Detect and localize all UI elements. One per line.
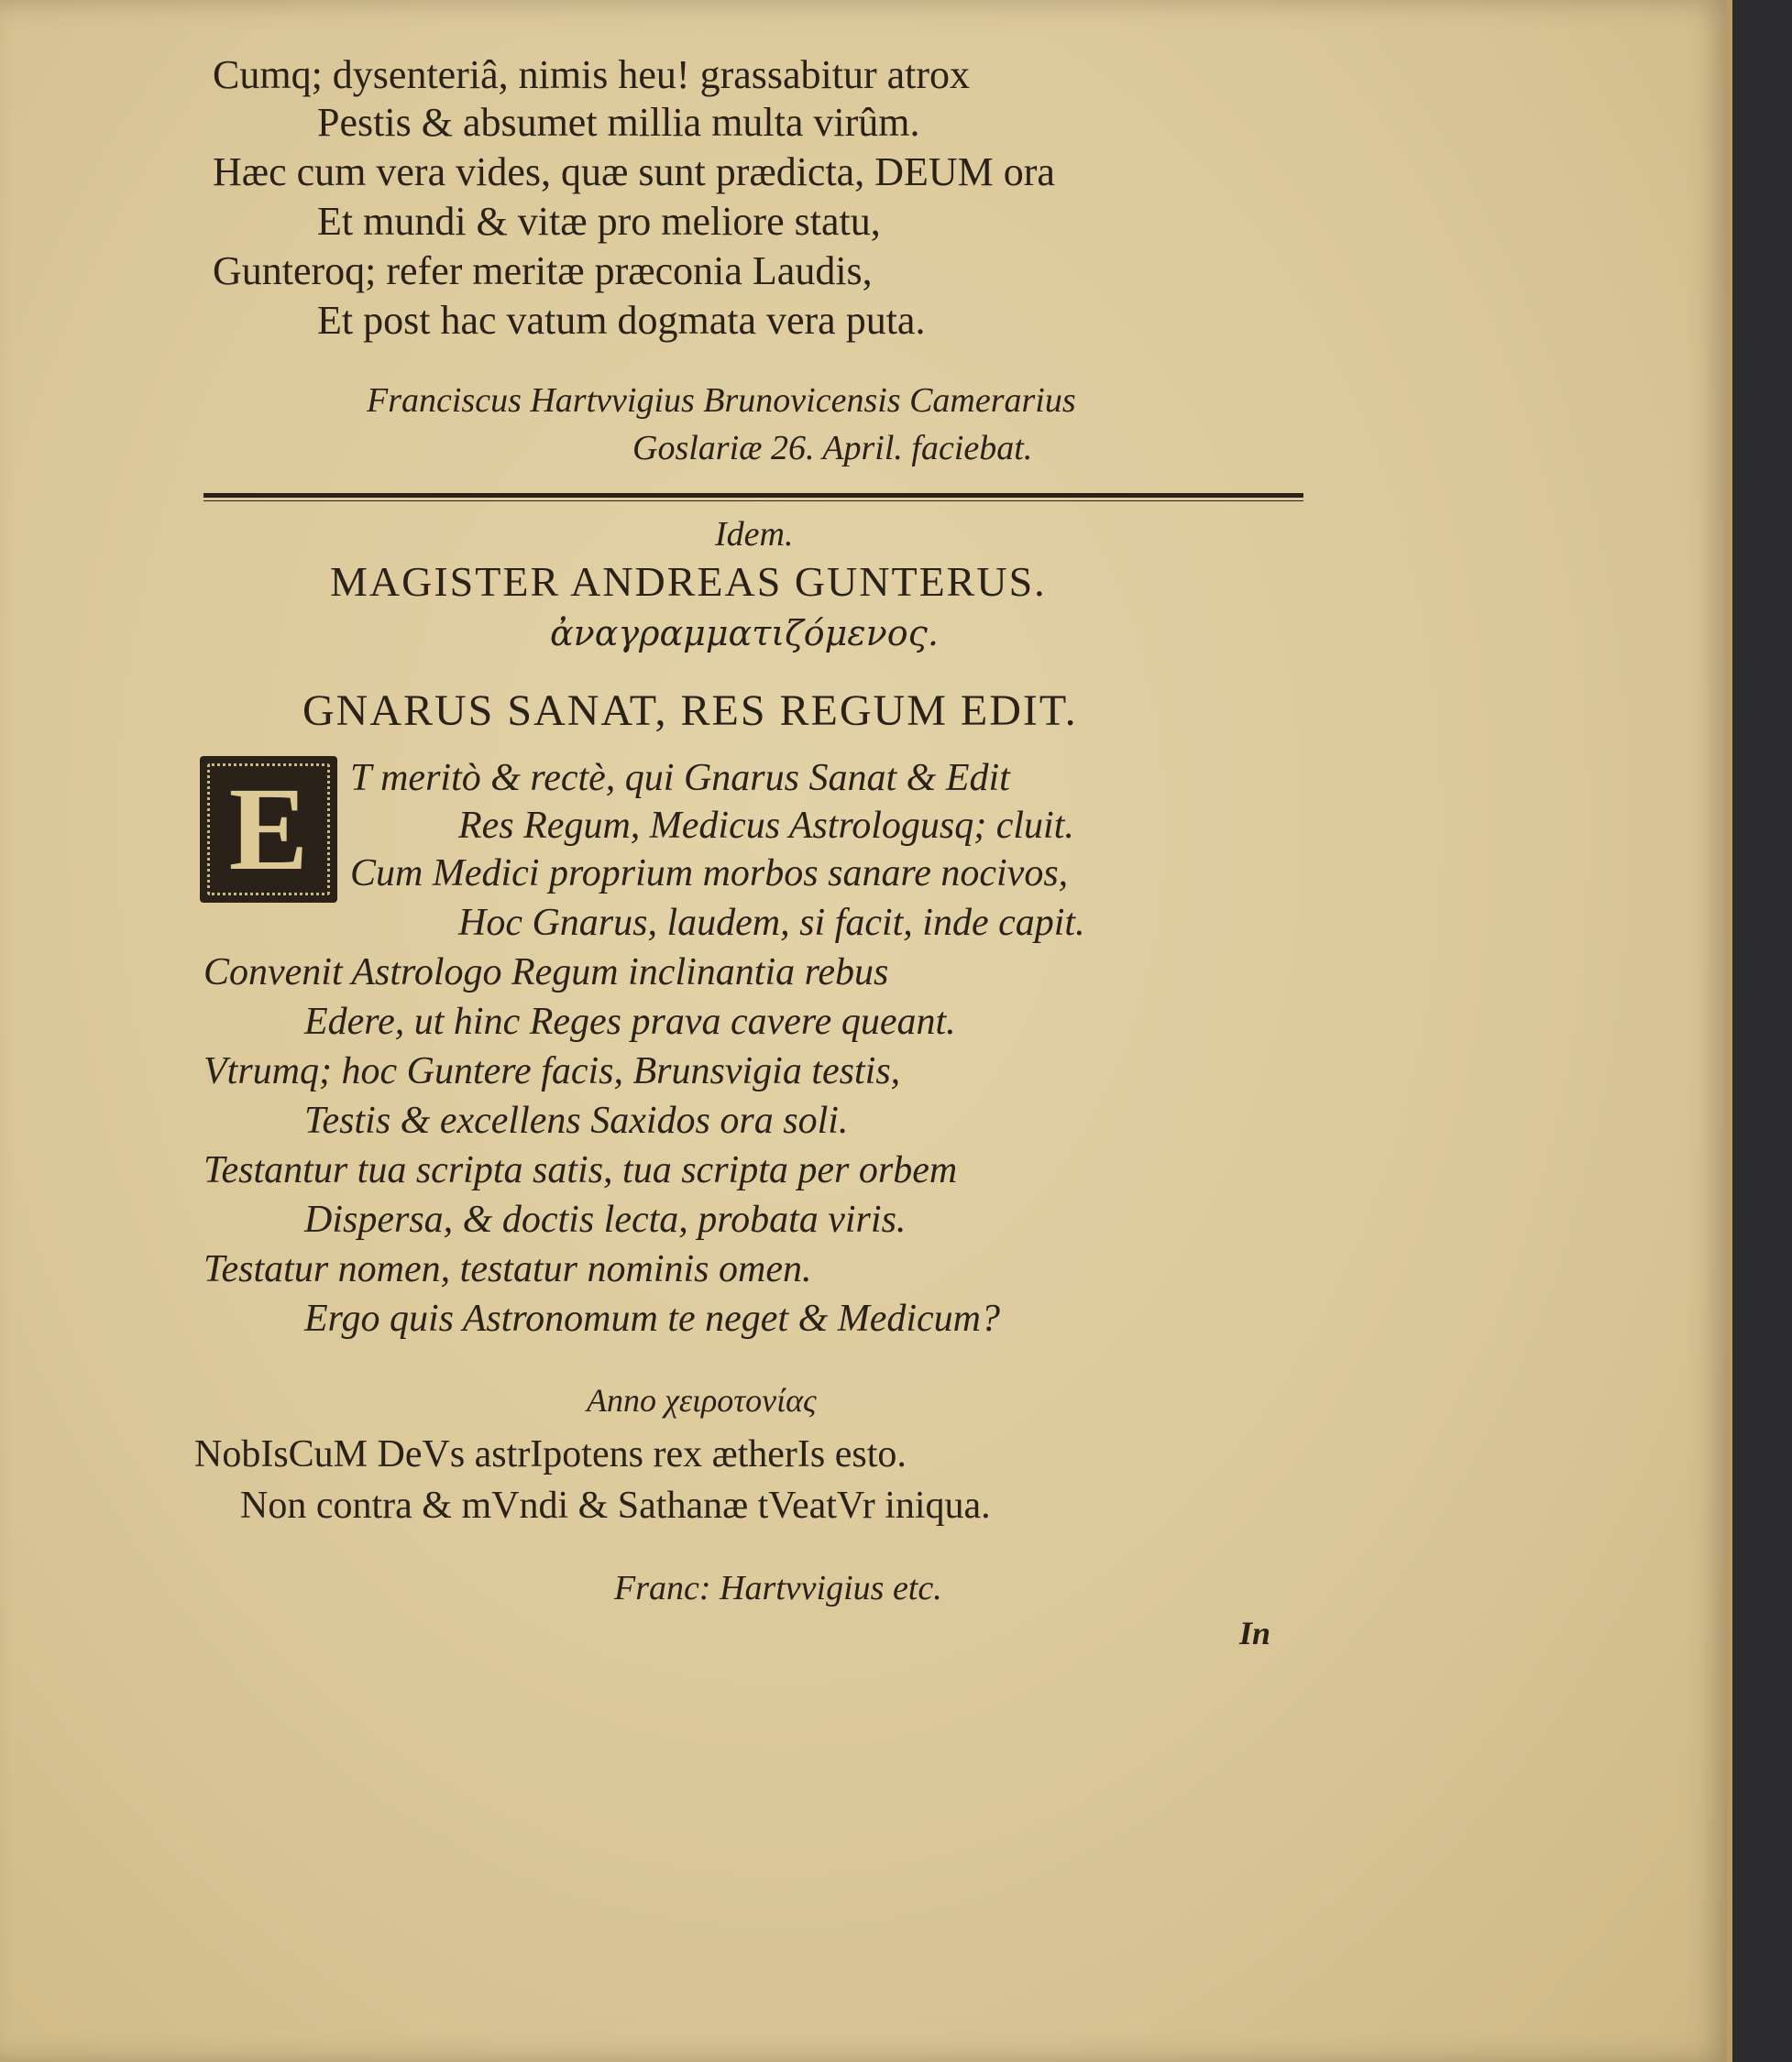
poem2-line-10: Dispersa, & doctis lecta, probata viris. bbox=[304, 1199, 907, 1241]
poem1-line-5: Gunteroq; refer meritæ præconia Laudis, bbox=[213, 248, 873, 293]
heading-name: MAGISTER ANDREAS GUNTERUS. bbox=[330, 558, 1047, 605]
poem2-line-5: Convenit Astrologo Regum inclinantia rebus bbox=[203, 951, 889, 993]
divider-rule bbox=[203, 493, 1303, 498]
chronogram-line-2: Non contra & mVndi & Sathanæ tVeatVr iniqua. bbox=[240, 1485, 991, 1527]
poem2-line-4: Hoc Gnarus, laudem, si facit, inde capit. bbox=[458, 902, 1085, 944]
poem2-line-1: T meritò & rectè, qui Gnarus Sanat & Edit bbox=[350, 757, 1010, 799]
poem1-line-4: Et mundi & vitæ pro meliore statu, bbox=[317, 199, 881, 244]
signature1-line-1: Franciscus Hartvvigius Brunovicensis Camerarius bbox=[367, 381, 1076, 420]
poem2-line-12: Ergo quis Astronomum te neget & Medicum? bbox=[304, 1298, 1001, 1340]
poem2-line-3: Cum Medici proprium morbos sanare nocivos, bbox=[350, 852, 1069, 894]
heading-anagram: GNARUS SANAT, RES REGUM EDIT. bbox=[302, 686, 1078, 735]
poem1-line-1: Cumq; dysenteriâ, nimis heu! grassabitur atrox bbox=[213, 52, 971, 97]
heading-greek: ἀναγραμματιζόμενος. bbox=[550, 613, 940, 653]
divider-rule-thin bbox=[203, 500, 1303, 501]
poem2-line-6: Edere, ut hinc Reges prava cavere queant. bbox=[304, 1001, 956, 1043]
heading-idem: Idem. bbox=[715, 515, 794, 554]
poem1-line-2: Pestis & absumet millia multa virûm. bbox=[317, 100, 920, 145]
decorated-initial bbox=[200, 756, 337, 903]
poem2-line-8: Testis & excellens Saxidos ora soli. bbox=[304, 1100, 849, 1142]
poem2-line-9: Testantur tua scripta satis, tua scripta per orbem bbox=[203, 1149, 958, 1191]
poem2-line-11: Testatur nomen, testatur nominis omen. bbox=[203, 1248, 812, 1290]
catchword: In bbox=[1239, 1615, 1271, 1651]
signature1-line-2: Goslariæ 26. April. faciebat. bbox=[632, 429, 1033, 467]
initial-letter: E bbox=[228, 763, 309, 895]
poem1-line-3: Hæc cum vera vides, quæ sunt prædicta, DEUM ora bbox=[213, 149, 1055, 194]
chronogram-label: Anno χειροτονίας bbox=[587, 1382, 817, 1419]
poem1-line-6: Et post hac vatum dogmata vera puta. bbox=[317, 298, 926, 343]
signature2: Franc: Hartvvigius etc. bbox=[614, 1569, 942, 1607]
chronogram-line-1: NobIsCuM DeVs astrIpotens rex ætherIs esto. bbox=[194, 1433, 907, 1475]
poem2-line-7: Vtrumq; hoc Guntere facis, Brunsvigia testis, bbox=[203, 1050, 901, 1092]
poem2-line-2: Res Regum, Medicus Astrologusq; cluit. bbox=[458, 805, 1074, 847]
